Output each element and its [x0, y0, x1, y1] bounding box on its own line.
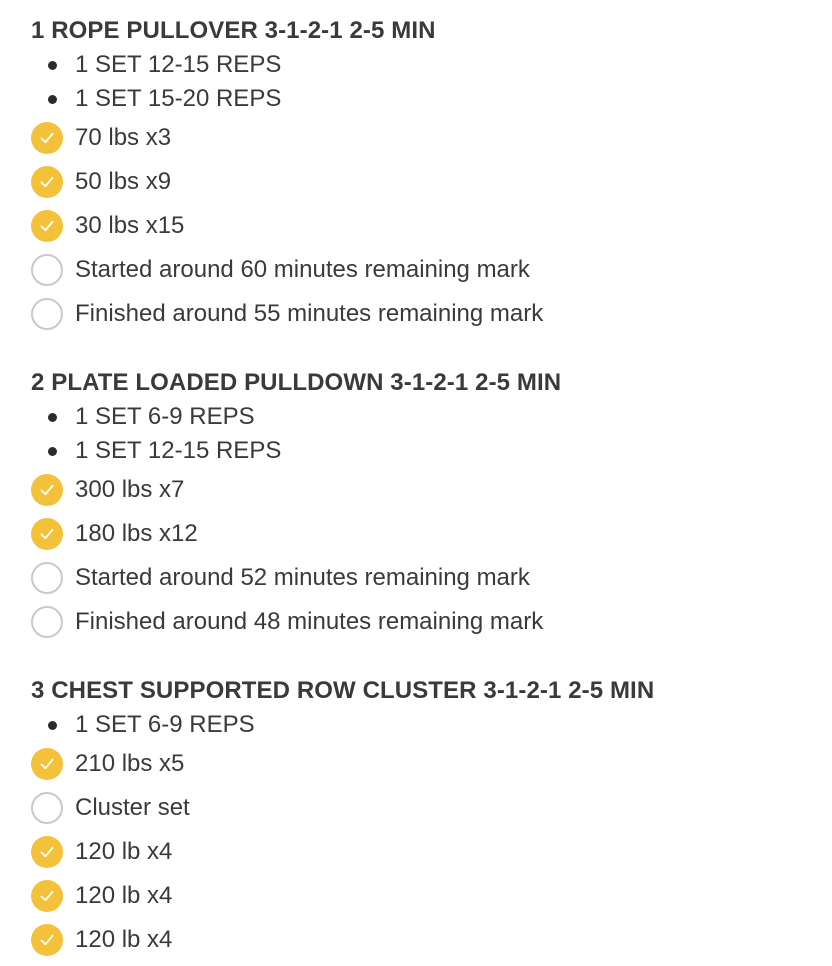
- checklist-item: [31, 160, 822, 204]
- checkbox[interactable]: [31, 748, 63, 780]
- note-body[interactable]: [31, 14, 822, 962]
- checklist-item: [31, 830, 822, 874]
- exercise-heading[interactable]: 1 ROPE PULLOVER 3-1-2-1 2-5 MIN: [31, 17, 436, 44]
- checkmark-icon: [38, 843, 56, 861]
- checklist-item: [31, 918, 822, 962]
- checklist-item: [31, 600, 822, 644]
- bullet-item[interactable]: [31, 48, 822, 82]
- checkmark-icon: [38, 129, 56, 147]
- checkmark-icon: [38, 481, 56, 499]
- checklist-item: [31, 786, 822, 830]
- exercise-heading[interactable]: 2 PLATE LOADED PULLDOWN 3-1-2-1 2-5 MIN: [31, 369, 562, 396]
- bullet-item[interactable]: [31, 434, 822, 468]
- checklist-item-label[interactable]: 120 lb x4: [75, 926, 173, 953]
- bullet-dot-icon: [48, 413, 57, 422]
- checkbox[interactable]: [31, 210, 63, 242]
- checkmark-icon: [38, 525, 56, 543]
- checkbox[interactable]: [31, 836, 63, 868]
- checkmark-icon: [38, 173, 56, 191]
- checklist-item: [31, 292, 822, 336]
- checklist-item-label[interactable]: 180 lbs x12: [75, 520, 198, 547]
- checkbox[interactable]: [31, 562, 63, 594]
- exercise-section: [31, 674, 822, 962]
- checkbox[interactable]: [31, 166, 63, 198]
- checklist-item-label[interactable]: 30 lbs x15: [75, 212, 185, 239]
- checklist-item: [31, 742, 822, 786]
- bullet-text: 1 SET 12-15 REPS: [75, 437, 282, 464]
- checklist-item-label[interactable]: 210 lbs x5: [75, 750, 185, 777]
- exercise-section: [31, 14, 822, 336]
- checkbox[interactable]: [31, 254, 63, 286]
- bullet-dot-icon: [48, 95, 57, 104]
- checklist-item-label[interactable]: 70 lbs x3: [75, 124, 172, 151]
- checklist-item-label[interactable]: 50 lbs x9: [75, 168, 172, 195]
- checklist-item: [31, 512, 822, 556]
- bullet-dot-icon: [48, 721, 57, 730]
- bullet-text: 1 SET 15-20 REPS: [75, 85, 282, 112]
- exercise-section: [31, 366, 822, 644]
- bullet-dot-icon: [48, 447, 57, 456]
- checkbox[interactable]: [31, 880, 63, 912]
- checklist-item-label[interactable]: Finished around 48 minutes remaining mark: [75, 608, 544, 635]
- checkbox[interactable]: [31, 474, 63, 506]
- checkbox[interactable]: [31, 792, 63, 824]
- checkbox[interactable]: [31, 298, 63, 330]
- checklist-item-label[interactable]: 120 lb x4: [75, 882, 173, 909]
- checkmark-icon: [38, 887, 56, 905]
- checklist-item: [31, 204, 822, 248]
- checklist-item-label[interactable]: 300 lbs x7: [75, 476, 185, 503]
- bullet-item[interactable]: [31, 400, 822, 434]
- checklist-item-label[interactable]: 120 lb x4: [75, 838, 173, 865]
- checklist-item: [31, 468, 822, 512]
- bullet-item[interactable]: [31, 82, 822, 116]
- checkbox[interactable]: [31, 518, 63, 550]
- checkmark-icon: [38, 931, 56, 949]
- bullet-text: 1 SET 12-15 REPS: [75, 51, 282, 78]
- checkbox[interactable]: [31, 606, 63, 638]
- bullet-text: 1 SET 6-9 REPS: [75, 403, 255, 430]
- checklist-item-label[interactable]: Cluster set: [75, 794, 190, 821]
- checklist-item-label[interactable]: Started around 52 minutes remaining mark: [75, 564, 530, 591]
- bullet-text: 1 SET 6-9 REPS: [75, 711, 255, 738]
- bullet-item[interactable]: [31, 708, 822, 742]
- checkmark-icon: [38, 755, 56, 773]
- checklist-item: [31, 556, 822, 600]
- checkmark-icon: [38, 217, 56, 235]
- checklist-item-label[interactable]: Started around 60 minutes remaining mark: [75, 256, 530, 283]
- bullet-dot-icon: [48, 61, 57, 70]
- checklist-item: [31, 248, 822, 292]
- checklist-item-label[interactable]: Finished around 55 minutes remaining mark: [75, 300, 544, 327]
- checkbox[interactable]: [31, 122, 63, 154]
- checkbox[interactable]: [31, 924, 63, 956]
- checklist-item: [31, 874, 822, 918]
- exercise-heading[interactable]: 3 CHEST SUPPORTED ROW CLUSTER 3-1-2-1 2-5 MIN: [31, 677, 655, 704]
- checklist-item: [31, 116, 822, 160]
